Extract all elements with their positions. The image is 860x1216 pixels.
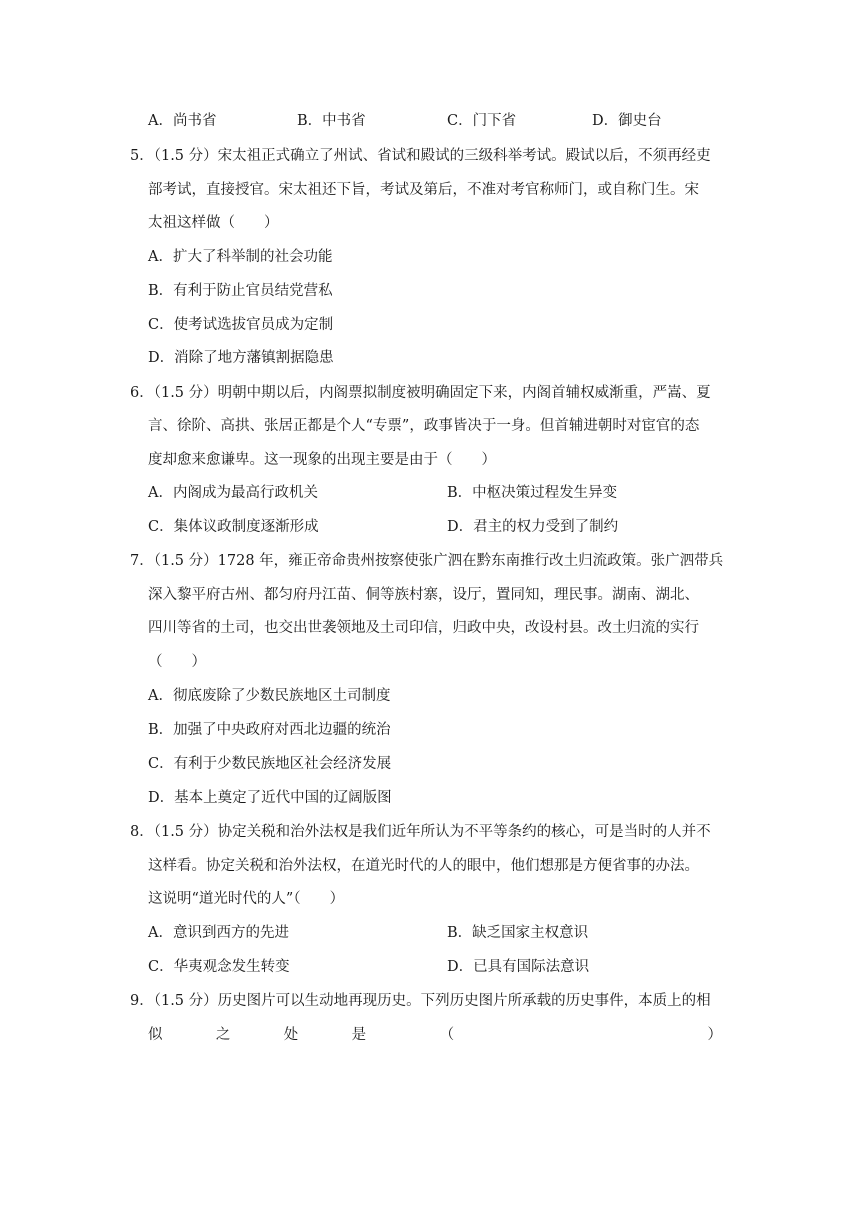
q9-char-2: 之: [215, 1027, 231, 1043]
q4-option-d: D．御史台: [592, 113, 662, 129]
q8-option-b: B．缺乏国家主权意识: [447, 925, 589, 941]
q7-stem-line-3: 四川等省的土司，也交出世袭领地及土司印信，归政中央，改设村县。改土归流的实行: [148, 620, 699, 636]
q8-stem-line-2: 这样看。协定关税和治外法权，在道光时代的人的眼中，他们想那是方便省事的办法。: [148, 858, 699, 874]
q7-option-d: D．基本上奠定了近代中国的辽阔版图: [148, 790, 392, 806]
q7-option-b: B．加强了中央政府对西北边疆的统治: [148, 722, 391, 738]
q8-option-a: A．意识到西方的先进: [148, 925, 289, 941]
q6-stem-line-2: 言、徐阶、高拱、张居正都是个人“专票”，政事皆决于一身。但首辅进朝时对宦官的态: [148, 418, 700, 434]
q5-option-d: D．消除了地方藩镇割据隐患: [148, 350, 334, 366]
q5-option-c: C．使考试选拔官员成为定制: [148, 317, 334, 333]
q6-stem-line-1: 6．（1.5 分）明朝中期以后，内阁票拟制度被明确固定下来，内阁首辅权威渐重，严嵩、夏: [130, 385, 711, 401]
q6-stem-line-3: 度却愈来愈谦卑。这一现象的出现主要是由于（ ）: [148, 452, 496, 468]
q7-stem-line-4: （ ）: [148, 654, 206, 670]
q8-stem-line-1: 8．（1.5 分）协定关税和治外法权是我们近年所认为不平等条约的核心，可是当时的人并不: [130, 824, 711, 840]
q4-option-c: C．门下省: [447, 113, 517, 129]
q9-char-3: 处: [283, 1027, 299, 1043]
q7-stem-line-2: 深入黎平府古州、都匀府丹江苗、侗等族村寨，设厅，置同知，理民事。湖南、湖北、: [148, 587, 699, 603]
q6-option-d: D．君主的权力受到了制约: [447, 519, 619, 535]
q5-option-a: A．扩大了科举制的社会功能: [148, 249, 333, 265]
q9-close-paren: ）: [707, 1027, 722, 1043]
q8-option-c: C．华夷观念发生转变: [148, 959, 290, 975]
q9-stem-line-2: [148, 1025, 722, 1045]
q6-option-c: C．集体议政制度逐渐形成: [148, 519, 319, 535]
q5-stem-line-2: 部考试，直接授官。宋太祖还下旨，考试及第后，不准对考官称师门，或自称门生。宋: [148, 182, 699, 198]
q4-option-a: A．尚书省: [148, 113, 217, 129]
q8-stem-line-3: 这说明“道光时代的人”（ ）: [148, 891, 345, 907]
q5-option-b: B．有利于防止官员结党营私: [148, 283, 333, 299]
q7-option-c: C．有利于少数民族地区社会经济发展: [148, 756, 392, 772]
q6-option-b: B．中枢决策过程发生异变: [447, 485, 618, 501]
q9-open-paren: （: [439, 1027, 455, 1043]
q6-option-a: A．内阁成为最高行政机关: [148, 485, 318, 501]
q5-stem-line-1: 5．（1.5 分）宋太祖正式确立了州试、省试和殿试的三级科举考试。殿试以后，不须再经吏: [130, 148, 711, 164]
q9-stem-line-1: 9．（1.5 分）历史图片可以生动地再现历史。下列历史图片所承载的历史事件，本质上的相: [130, 993, 711, 1009]
q5-stem-line-3: 太祖这样做（ ）: [148, 215, 279, 231]
q9-char-4: 是: [351, 1027, 367, 1043]
q9-char-1: 似: [148, 1027, 163, 1043]
q4-option-b: B．中书省: [297, 113, 366, 129]
q7-option-a: A．彻底废除了少数民族地区土司制度: [148, 688, 391, 704]
q7-stem-line-1: 7．（1.5 分）1728 年，雍正帝命贵州按察使张广泗在黔东南推行改土归流政策。张广泗带兵: [130, 553, 724, 569]
q8-option-d: D．已具有国际法意识: [447, 959, 590, 975]
